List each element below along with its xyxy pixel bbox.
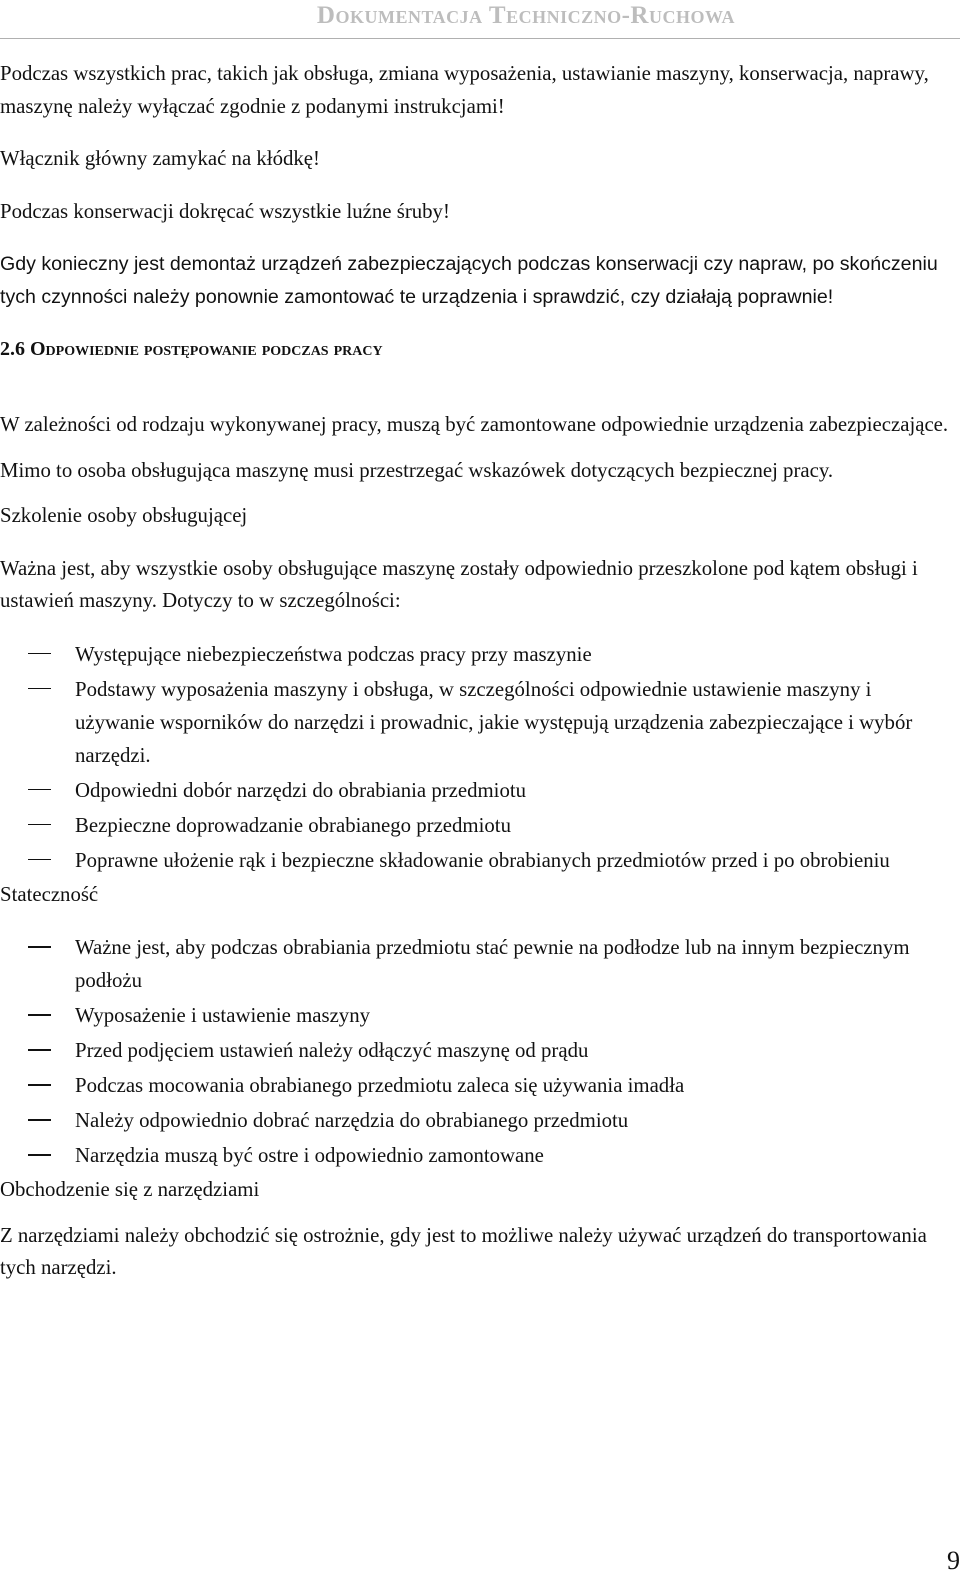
dash-bullet-icon	[28, 1014, 51, 1016]
page-number: 9	[947, 1546, 960, 1575]
dash-bullet-icon	[28, 1084, 51, 1086]
dash-bullet-icon	[28, 653, 51, 655]
list-item: Poprawne ułożenie rąk i bezpieczne składowanie obrabianych przedmiotów przed i po obrobieniu	[0, 844, 950, 877]
intro-paragraph-4: Gdy konieczny jest demontaż urządzeń zabezpieczających podczas konserwacji czy napraw, po skończeniu tych czynności należy ponownie zamontować te urządzenia i sprawdzić, czy działają poprawnie!	[0, 253, 938, 308]
list-item: Występujące niebezpieczeństwa podczas pracy przy maszynie	[0, 638, 950, 671]
page-header	[0, 0, 960, 39]
dash-bullet-icon	[28, 946, 51, 948]
intro-paragraph-1: Podczas wszystkich prac, takich jak obsługa, zmiana wyposażenia, ustawianie maszyny, konserwacja, naprawy, maszynę należy wyłączać zgodnie z podanymi instrukcjami!	[0, 62, 929, 118]
list-item: Podczas mocowania obrabianego przedmiotu zaleca się używania imadła	[0, 1069, 950, 1102]
dash-bullet-icon	[28, 1049, 51, 1051]
section-paragraph-1: W zależności od rodzaju wykonywanej pracy, muszą być zamontowane odpowiednie urządzenia zabezpieczające.	[0, 413, 949, 436]
dash-bullet-icon	[28, 824, 51, 826]
list-item: Przed podjęciem ustawień należy odłączyć maszynę od prądu	[0, 1034, 950, 1067]
tools-title: Obchodzenie się z narzędziami	[0, 1178, 260, 1201]
document-body	[0, 58, 950, 1285]
list-item: Podstawy wyposażenia maszyny i obsługa, w szczególności odpowiednie ustawienie maszyny i używanie wsporników do narzędzi i prowadnic, jakie występują urządzenia zabezpieczające i wybór narzędzi.	[0, 673, 950, 772]
dash-bullet-icon	[28, 789, 51, 791]
list-item: Wyposażenie i ustawienie maszyny	[0, 999, 950, 1032]
training-title: Szkolenie osoby obsługującej	[0, 504, 248, 527]
dash-bullet-icon	[28, 1154, 51, 1156]
training-intro: Ważna jest, aby wszystkie osoby obsługujące maszynę zostały odpowiednio przeszkolone pod kątem obsługi i ustawień maszyny. Dotyczy to w szczególności:	[0, 556, 918, 612]
list-item: Ważne jest, aby podczas obrabiania przedmiotu stać pewnie na podłodze lub na innym bezpiecznym podłożu	[0, 931, 950, 997]
list-item: Narzędzia muszą być ostre i odpowiednio zamontowane	[0, 1139, 950, 1172]
header-title: Dokumentacja Techniczno-Ruchowa	[316, 2, 735, 29]
section-paragraph-2: Mimo to osoba obsługująca maszynę musi przestrzegać wskazówek dotyczących bezpiecznej pracy.	[0, 458, 834, 482]
dash-bullet-icon	[28, 1119, 51, 1121]
list-item: Odpowiedni dobór narzędzi do obrabiania przedmiotu	[0, 774, 950, 807]
intro-paragraph-2: Włącznik główny zamykać na kłódkę!	[0, 147, 320, 170]
intro-paragraph-3: Podczas konserwacji dokręcać wszystkie luźne śruby!	[0, 199, 450, 223]
stability-list	[0, 931, 950, 1172]
dash-bullet-icon	[28, 859, 51, 861]
training-list	[0, 638, 950, 877]
dash-bullet-icon	[28, 688, 51, 690]
tools-paragraph: Z narzędziami należy obchodzić się ostrożnie, gdy jest to możliwe należy używać urządzeń do transportowania tych narzędzi.	[0, 1223, 927, 1279]
section-heading: 2.6 Odpowiednie postępowanie podczas pracy	[0, 338, 383, 360]
list-item: Należy odpowiednio dobrać narzędzia do obrabianego przedmiotu	[0, 1104, 950, 1137]
stability-title: Stateczność	[0, 882, 99, 906]
list-item: Bezpieczne doprowadzanie obrabianego przedmiotu	[0, 809, 950, 842]
